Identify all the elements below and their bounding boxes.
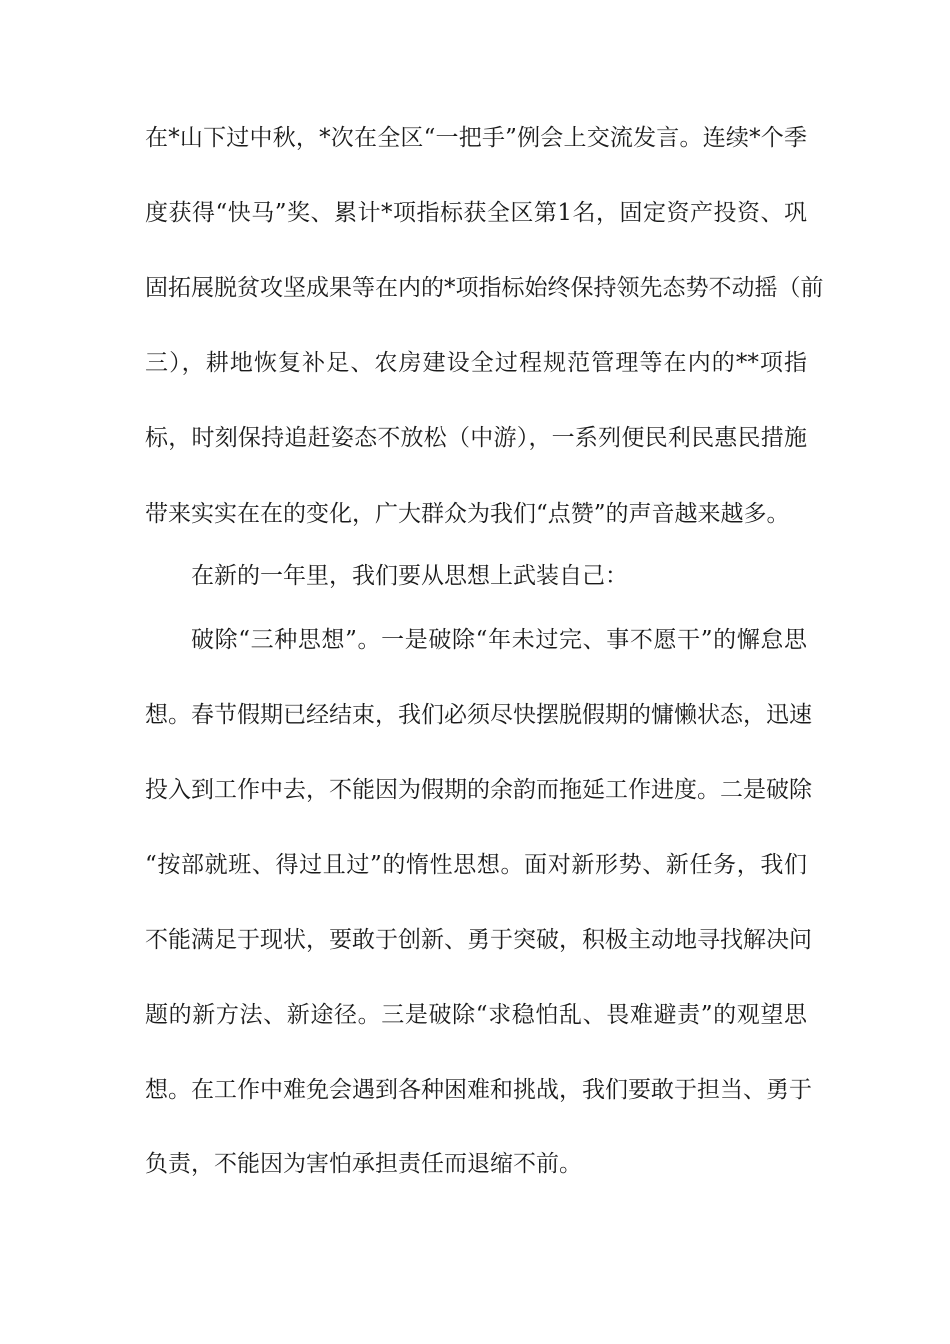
paragraph-2-line-1: 在新的一年里，我们要从思想上武装自己： bbox=[191, 563, 628, 589]
paragraph-1-line-4: 三），耕地恢复补足、农房建设全过程规范管理等在内的**项指 bbox=[145, 350, 807, 376]
paragraph-3-line-5: 不能满足于现状，要敢于创新、勇于突破，积极主动地寻找解决问 bbox=[145, 927, 812, 953]
paragraph-3-line-3: 投入到工作中去，不能因为假期的余韵而拖延工作进度。二是破除 bbox=[145, 777, 812, 803]
paragraph-3-line-8: 负责，不能因为害怕承担责任而退缩不前。 bbox=[145, 1151, 582, 1177]
paragraph-3-line-7: 想。在工作中难免会遇到各种困难和挑战，我们要敢于担当、勇于 bbox=[145, 1077, 812, 1103]
paragraph-1-line-1: 在*山下过中秋，*次在全区“一把手”例会上交流发言。连续*个季 bbox=[145, 125, 807, 151]
paragraph-3-line-2: 想。春节假期已经结束，我们必须尽快摆脱假期的慵懒状态，迅速 bbox=[145, 702, 812, 728]
paragraph-1-line-6: 带来实实在在的变化，广大群众为我们“点赞”的声音越来越多。 bbox=[145, 501, 790, 527]
paragraph-3-line-4: “按部就班、得过且过”的惰性思想。面对新形势、新任务，我们 bbox=[145, 852, 807, 878]
paragraph-3-line-6: 题的新方法、新途径。三是破除“求稳怕乱、畏难避责”的观望思 bbox=[145, 1002, 807, 1028]
paragraph-1-line-2: 度获得“快马”奖、累计*项指标获全区第1名，固定资产投资、巩 bbox=[145, 200, 807, 226]
paragraph-3-line-1: 破除“三种思想”。一是破除“年未过完、事不愿干”的懈怠思 bbox=[191, 627, 807, 653]
paragraph-1-line-5: 标，时刻保持追赶姿态不放松（中游），一系列便民利民惠民措施 bbox=[145, 425, 807, 451]
paragraph-1-line-3: 固拓展脱贫攻坚成果等在内的*项指标始终保持领先态势不动摇（前 bbox=[145, 275, 824, 301]
